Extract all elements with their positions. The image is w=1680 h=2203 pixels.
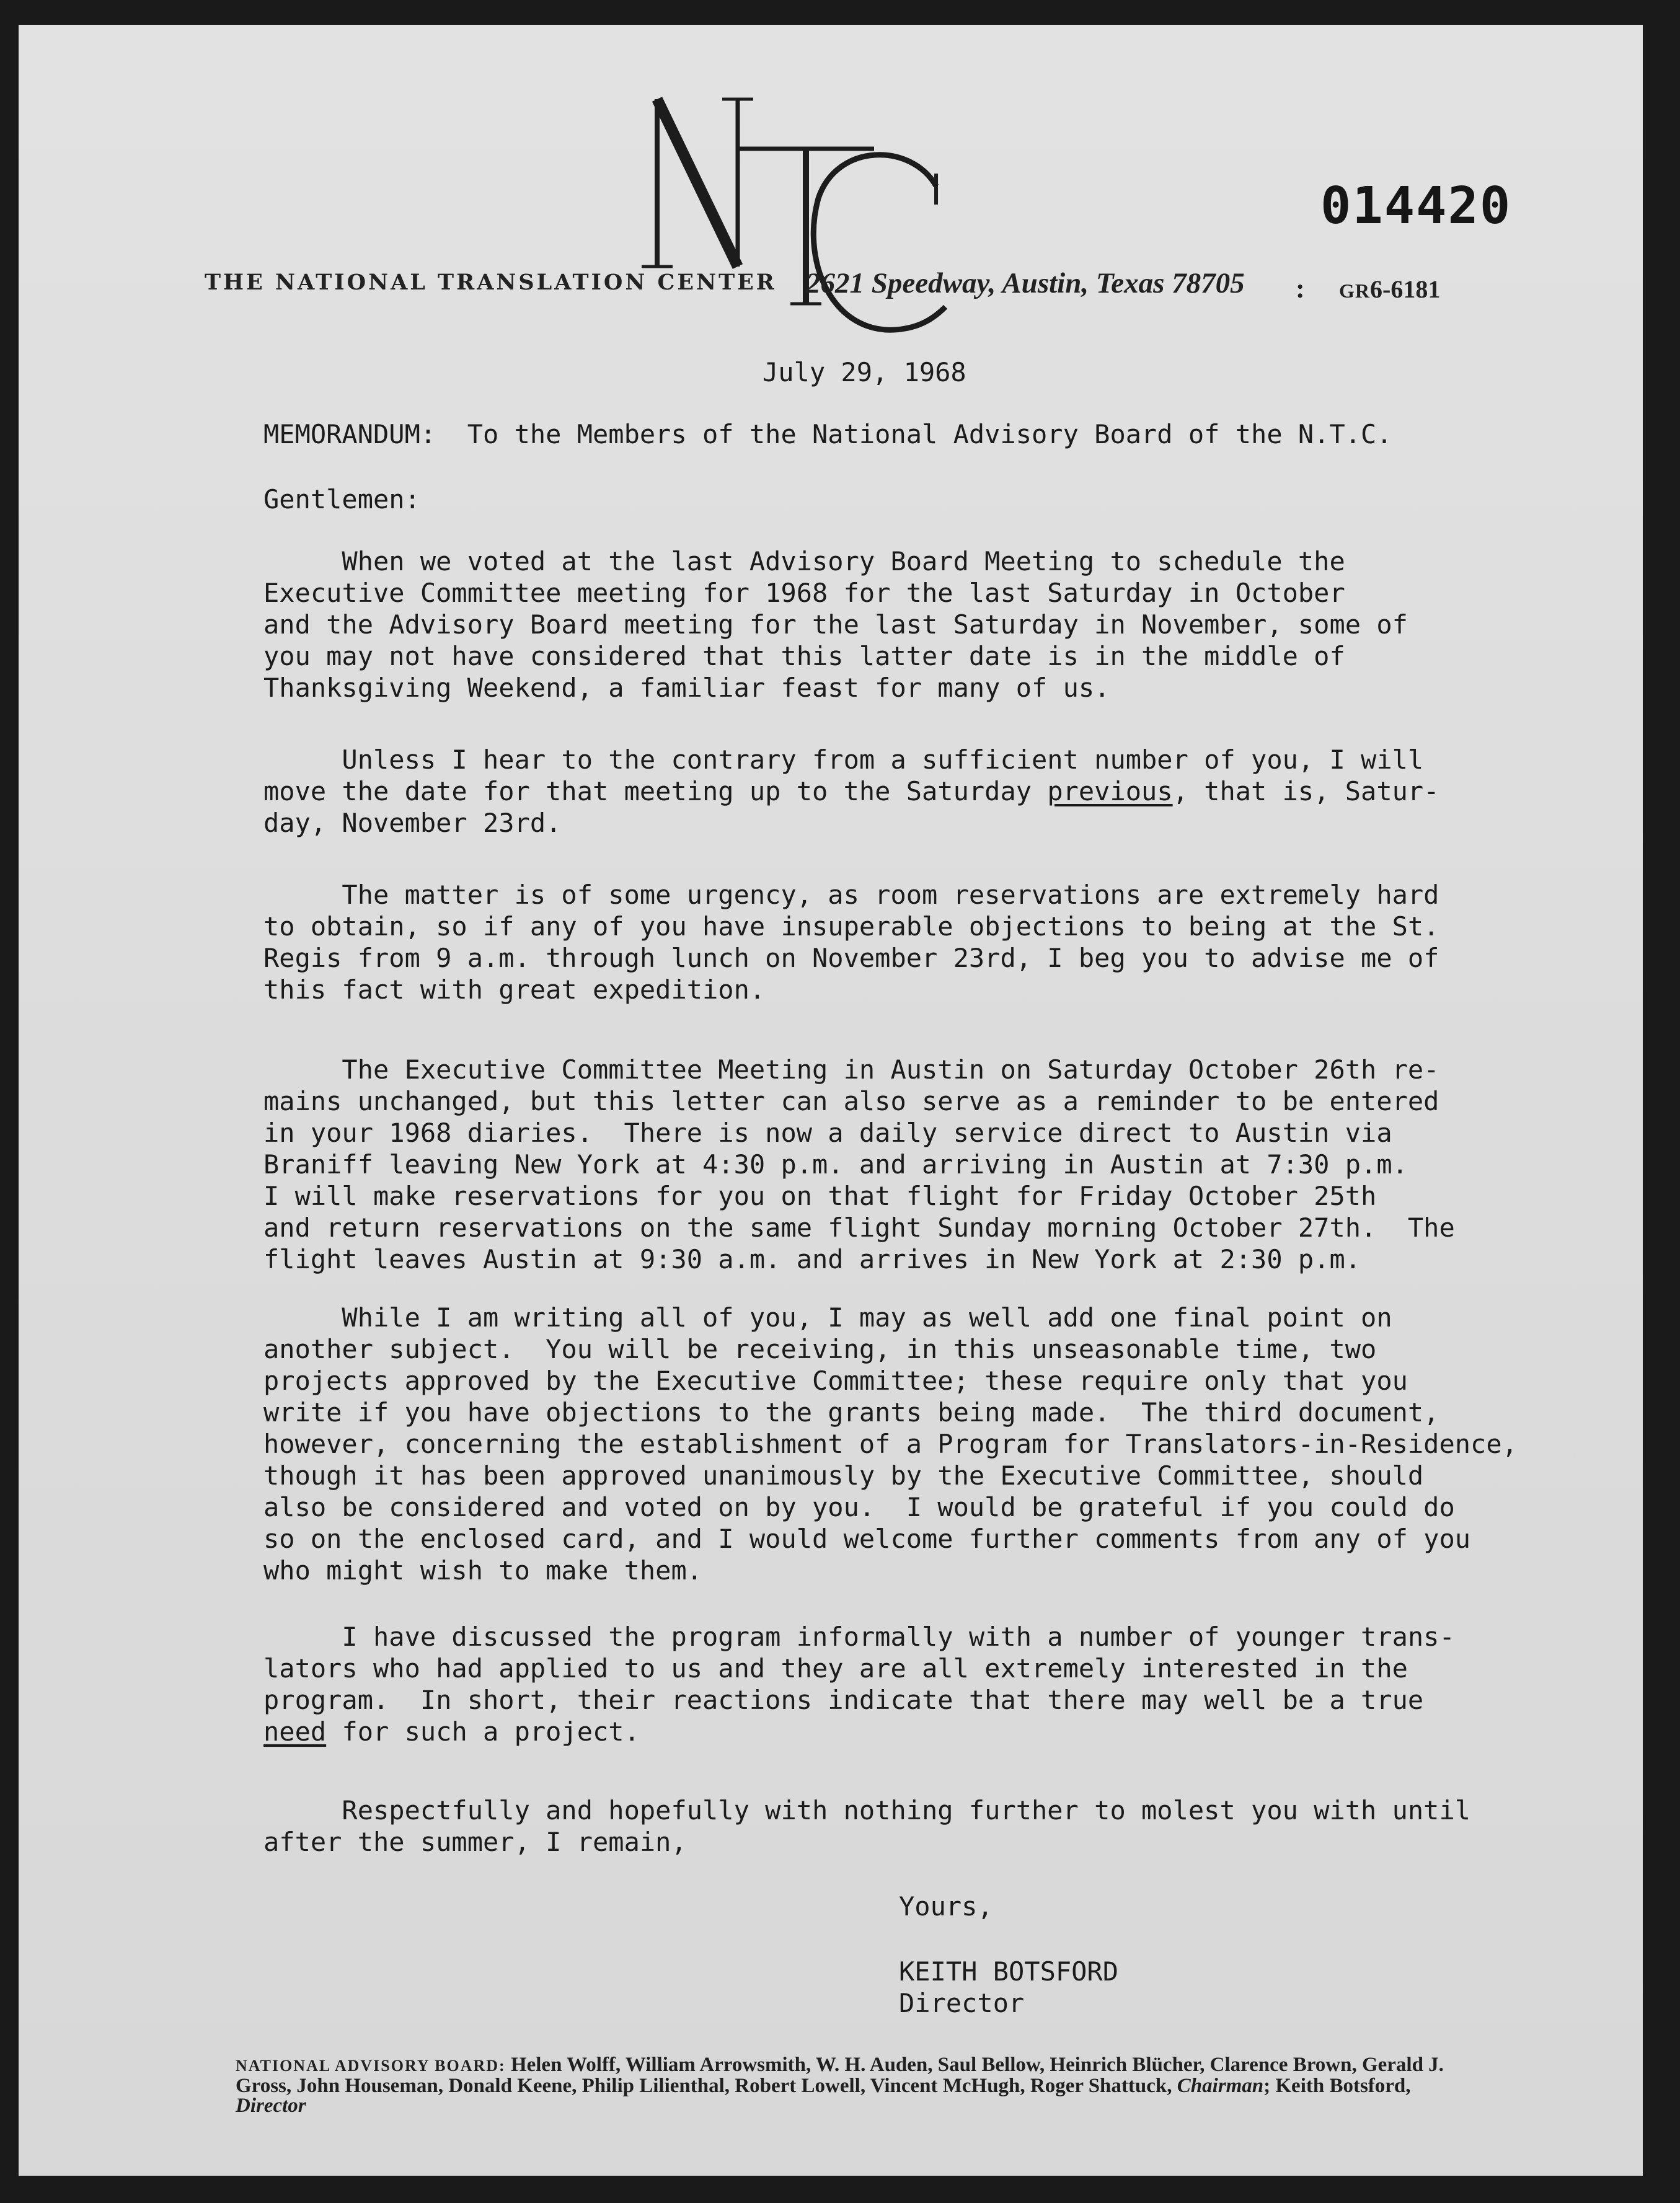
director-label: Director (236, 2095, 306, 2117)
paragraph-6-text-a: I have discussed the program informally with a number of younger trans- lators who had applied to us and they are all extremely interested in the program. In short, their reactions indicate that there may well be a true (263, 1622, 1455, 1715)
paragraph-2-text-a: Unless I hear to the contrary from a sufficient number of you, I will move the date for that meeting up to the Saturday (263, 744, 1424, 806)
signer-name: KEITH BOTSFORD (899, 1956, 1119, 1987)
paragraph-1: When we voted at the last Advisory Board Meeting to schedule the Executive Committee meeting for 1968 for the last Saturday in October and the Advisory Board meeting for the last Saturday in November, some of you may not have considered that this latter date is in the middle of Thanksgiving Weekend, a familiar feast for many of us. (263, 546, 1408, 703)
memo-line: MEMORANDUM: To the Members of the National Advisory Board of the N.T.C. (263, 419, 1392, 449)
paragraph-3: The matter is of some urgency, as room reservations are extremely hard to obtain, so if any of you have insuperable objections to being at the St. Regis from 9 a.m. through lunch on November 23rd, I beg you to advise me of this fact with great expedition. (263, 880, 1439, 1005)
paragraph-6-underlined: need (263, 1716, 327, 1747)
ntc-logo (614, 81, 973, 353)
letterhead-separator: : (1296, 273, 1305, 304)
paragraph-2-text-b: , that is, Satur- day, November 23rd. (263, 776, 1439, 838)
advisory-board-footer (236, 2055, 1475, 2116)
document-number: 014420 (1320, 177, 1512, 236)
paragraph-5: While I am writing all of you, I may as well add one final point on another subject. You will be receiving, in this unseasonable time, two projects approved by the Executive Committee; these require only that you write if you have objections to the grants being made. The third document, however, concerning the establishment of a Program for Translators-in-Residence, though it has been approved unanimously by the Executive Committee, should also be considered and voted on by you. I would be grateful if you could do so on the enclosed card, and I would welcome further comments from any of you who might wish to make them. (263, 1302, 1518, 1586)
phone-number: 6-6181 (1370, 275, 1441, 303)
organization-phone (1339, 275, 1440, 304)
closing: Yours, (899, 1891, 993, 1922)
advisory-board-members: Helen Wolff, William Arrowsmith, W. H. Auden, Saul Bellow, Heinrich Blücher, Clarence Brown, Gerald J. Gross, John Houseman, Donald Keene, Philip Lilienthal, Robert Lowell, Vincent McHugh, Roger Shattuck, (236, 2054, 1444, 2097)
letter-page (19, 25, 1643, 2176)
salutation: Gentlemen: (263, 484, 420, 514)
organization-address: 2621 Speedway, Austin, Texas 78705 (806, 267, 1245, 299)
paragraph-2-underlined: previous (1047, 776, 1173, 806)
paragraph-7: Respectfully and hopefully with nothing further to molest you with until after the summer, I remain, (263, 1795, 1471, 1857)
advisory-board-director: ; Keith Botsford, (1263, 2075, 1411, 2097)
organization-name: THE NATIONAL TRANSLATION CENTER (205, 270, 777, 295)
letter-date: July 29, 1968 (763, 357, 966, 387)
advisory-board-label: NATIONAL ADVISORY BOARD: (236, 2057, 506, 2075)
paragraph-4: The Executive Committee Meeting in Austin on Saturday October 26th re- mains unchanged, but this letter can also serve as a reminder to be entered in your 1968 diaries. There is now a daily service direct to Austin via Braniff leaving New York at 4:30 p.m. and arriving in Austin at 7:30 p.m. I will make reservations for you on that flight for Friday October 25th and return reservations on the same flight Sunday morning October 27th. The flight leaves Austin at 9:30 a.m. and arrives in New York at 2:30 p.m. (263, 1054, 1455, 1274)
signer-title: Director (899, 1988, 1025, 2018)
phone-prefix: GR (1339, 280, 1370, 302)
chairman-label: Chairman (1177, 2075, 1264, 2097)
paragraph-2 (263, 744, 1439, 839)
paragraph-6 (263, 1621, 1455, 1747)
paragraph-6-text-b: for such a project. (326, 1716, 640, 1747)
